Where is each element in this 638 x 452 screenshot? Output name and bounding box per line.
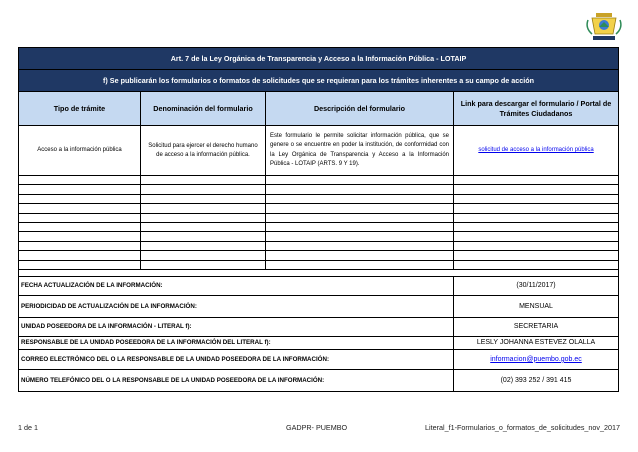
info-row-telefono bbox=[19, 369, 619, 391]
empty-row bbox=[19, 222, 619, 231]
unidad-value: SECRETARIA bbox=[454, 317, 619, 336]
empty-row bbox=[19, 241, 619, 250]
column-header-tipo: Tipo de trámite bbox=[19, 92, 141, 126]
correo-label: CORREO ELECTRÓNICO DEL O LA RESPONSABLE DE LA UNIDAD POSEEDORA DE LA INFORMACIÓN: bbox=[19, 349, 454, 369]
empty-row bbox=[19, 204, 619, 213]
info-row-fecha bbox=[19, 276, 619, 295]
telefono-value: (02) 393 252 / 391 415 bbox=[454, 369, 619, 391]
info-row-responsable bbox=[19, 336, 619, 349]
row-tipo: Acceso a la información pública bbox=[19, 126, 141, 176]
transparency-sheet bbox=[18, 47, 618, 392]
page-subtitle: f) Se publicarán los formularios o formatos de solicitudes que se requieran para los trámites inherentes a su campo de acción bbox=[19, 70, 619, 92]
table-row bbox=[19, 126, 619, 176]
empty-row bbox=[19, 194, 619, 203]
empty-row bbox=[19, 260, 619, 269]
responsable-value: LESLY JOHANNA ESTEVEZ OLALLA bbox=[454, 336, 619, 349]
empty-row bbox=[19, 185, 619, 194]
periodicidad-value: MENSUAL bbox=[454, 295, 619, 317]
unidad-label: UNIDAD POSEEDORA DE LA INFORMACIÓN - LITERAL f): bbox=[19, 317, 454, 336]
correo-cell bbox=[454, 349, 619, 369]
responsable-label: RESPONSABLE DE LA UNIDAD POSEEDORA DE LA INFORMACIÓN DEL LITERAL f): bbox=[19, 336, 454, 349]
row-link-cell bbox=[454, 126, 619, 176]
page-number: 1 de 1 bbox=[18, 423, 38, 432]
fecha-label: FECHA ACTUALIZACIÓN DE LA INFORMACIÓN: bbox=[19, 276, 454, 295]
info-row-correo bbox=[19, 349, 619, 369]
fecha-value: (30/11/2017) bbox=[454, 276, 619, 295]
municipal-seal-icon bbox=[582, 8, 626, 46]
periodicidad-label: PERIODICIDAD DE ACTUALIZACIÓN DE LA INFORMACIÓN: bbox=[19, 295, 454, 317]
lotaip-table bbox=[18, 47, 619, 392]
column-header-denominacion: Denominación del formulario bbox=[141, 92, 266, 126]
row-descripcion: Este formulario le permite solicitar información pública, que se genere o se encuentre en poder la institución, de conformidad con la Ley Orgánica de Transparencia y Acceso a la Información Pública - LOTAIP (ARTS. 9 Y 19). bbox=[266, 126, 454, 176]
page-title: Art. 7 de la Ley Orgánica de Transparencia y Acceso a la Información Pública - LOTAIP bbox=[19, 48, 619, 70]
info-row-periodicidad bbox=[19, 295, 619, 317]
info-row-unidad bbox=[19, 317, 619, 336]
row-denominacion: Solicitud para ejercer el derecho humano de acceso a la información pública. bbox=[141, 126, 266, 176]
form-download-link[interactable]: solicitud de acceso a la información pública bbox=[478, 147, 594, 154]
empty-row bbox=[19, 232, 619, 241]
column-header-descripcion: Descripción del formulario bbox=[266, 92, 454, 126]
telefono-label: NÚMERO TELEFÓNICO DEL O LA RESPONSABLE DE LA UNIDAD POSEEDORA DE LA INFORMACIÓN: bbox=[19, 369, 454, 391]
empty-row bbox=[19, 176, 619, 185]
footer-filename: Literal_f1-Formularios_o_formatos_de_solicitudes_nov_2017 bbox=[425, 423, 620, 432]
footer-org: GADPR- PUEMBO bbox=[286, 423, 348, 432]
empty-row bbox=[19, 251, 619, 260]
email-link[interactable]: informacion@puembo.gob.ec bbox=[490, 355, 582, 363]
empty-row bbox=[19, 213, 619, 222]
spacer-row bbox=[19, 269, 619, 276]
column-header-link: Link para descargar el formulario / Portal de Trámites Ciudadanos bbox=[454, 92, 619, 126]
